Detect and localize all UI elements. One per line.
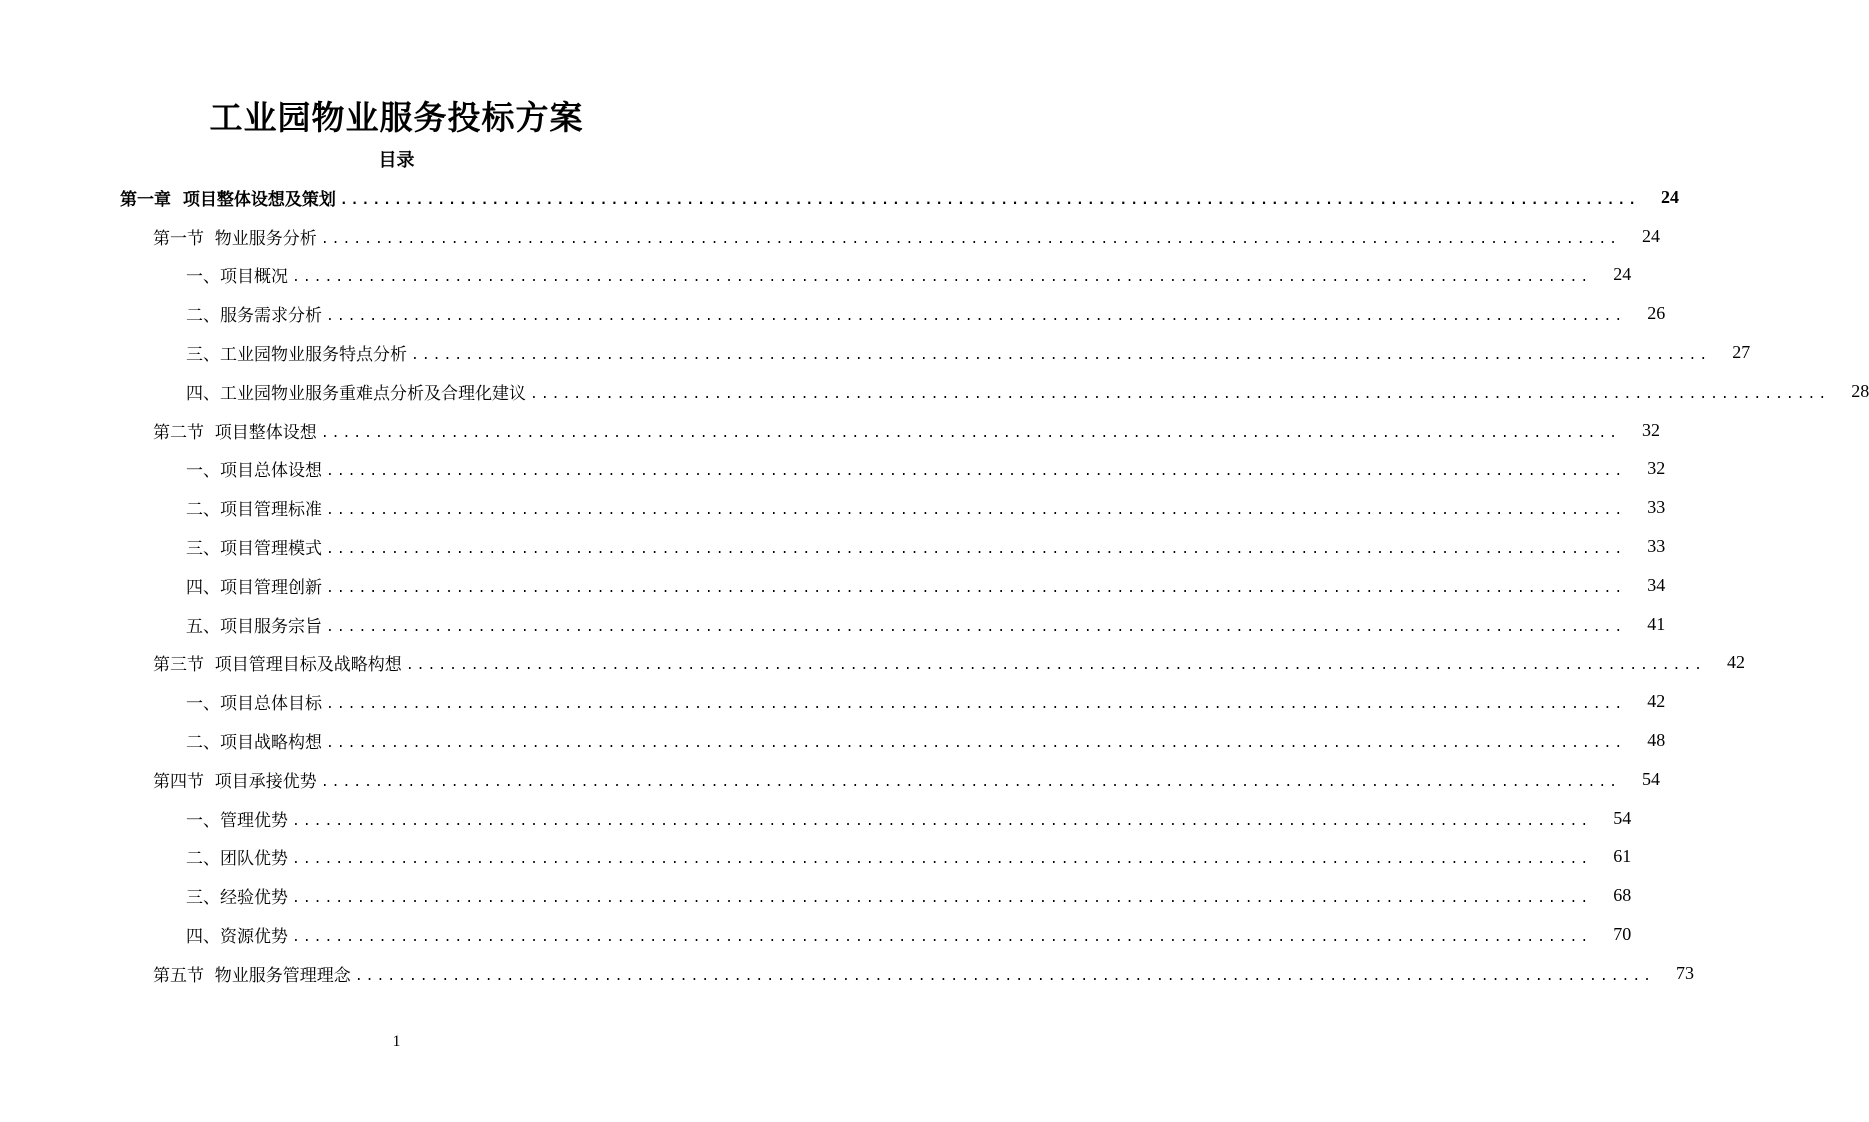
toc-entry[interactable] — [0, 333, 1751, 372]
toc-entry-label: 二、项目管理标准 — [186, 500, 322, 521]
toc-entry[interactable] — [0, 217, 1661, 256]
toc-entry[interactable] — [0, 488, 1666, 527]
toc-dot-leader: ........................................................................................................................ — [326, 619, 1626, 635]
toc-entry[interactable] — [0, 256, 1632, 295]
toc-dot-leader: ........................................................................................................................ — [326, 542, 1626, 558]
toc-entry[interactable] — [0, 838, 1632, 877]
toc-entry-page: 48 — [1647, 730, 1666, 751]
toc-entry-page: 32 — [1647, 458, 1666, 479]
toc-dot-leader: ........................................................................................................................ — [320, 425, 1621, 441]
toc-dot-leader: ........................................................................................................................ — [326, 736, 1626, 752]
toc-entry[interactable] — [0, 566, 1666, 605]
toc-entry-page: 33 — [1647, 497, 1666, 518]
toc-entry-page: 42 — [1647, 691, 1666, 712]
toc-dot-leader: ........................................................................................................................ — [339, 192, 1640, 208]
toc-entry-label: 四、工业园物业服务重难点分析及合理化建议 — [186, 383, 526, 404]
toc-entry-page: 33 — [1647, 536, 1666, 557]
toc-entry-page: 24 — [1613, 264, 1632, 285]
toc-entry-page: 41 — [1647, 613, 1666, 634]
toc-dot-leader: ........................................................................................................................ — [292, 930, 1592, 946]
toc-entry-label: 一、管理优势 — [186, 810, 288, 831]
toc-entry-label: 一、项目总体目标 — [186, 694, 322, 715]
toc-entry-label: 四、资源优势 — [186, 927, 288, 948]
toc-dot-leader: ........................................................................................................................ — [292, 813, 1592, 829]
toc-heading: 目录 — [378, 150, 415, 171]
toc-entry-label: 第五节 物业服务管理理念 — [153, 965, 351, 986]
toc-entry-label: 一、项目总体设想 — [186, 461, 322, 482]
document-title: 工业园物业服务投标方案 — [209, 98, 584, 137]
toc-entry[interactable] — [0, 178, 1680, 217]
toc-entry-page: 24 — [1642, 225, 1661, 246]
toc-entry-label: 第四节 项目承接优势 — [153, 771, 317, 792]
toc-dot-leader: ........................................................................................................................ — [326, 464, 1626, 480]
toc-entry-label: 五、项目服务宗旨 — [186, 616, 322, 637]
toc-entry-label: 三、工业园物业服务特点分析 — [186, 345, 407, 366]
toc-entry[interactable] — [0, 915, 1632, 954]
toc-entry-label: 第一节 物业服务分析 — [153, 228, 317, 249]
toc-entry[interactable] — [0, 954, 1695, 993]
toc-entry-page: 61 — [1613, 846, 1632, 867]
toc-dot-leader: ........................................................................................................................ — [292, 891, 1592, 907]
table-of-contents — [0, 178, 1869, 993]
toc-entry-page: 34 — [1647, 574, 1666, 595]
toc-entry[interactable] — [0, 644, 1746, 683]
toc-entry[interactable] — [0, 721, 1666, 760]
toc-entry-label: 一、项目概况 — [186, 267, 288, 288]
toc-dot-leader: ........................................................................................................................ — [292, 270, 1592, 286]
toc-entry-page: 26 — [1647, 303, 1666, 324]
toc-entry-label: 三、项目管理模式 — [186, 539, 322, 560]
toc-entry[interactable] — [0, 760, 1661, 799]
toc-entry-page: 28 — [1851, 380, 1869, 401]
toc-entry[interactable] — [0, 682, 1666, 721]
toc-dot-leader: ........................................................................................................................ — [326, 697, 1626, 713]
toc-entry[interactable] — [0, 372, 1869, 411]
toc-dot-leader: ........................................................................................................................ — [320, 774, 1621, 790]
toc-entry-label: 二、项目战略构想 — [186, 733, 322, 754]
toc-entry-page: 32 — [1642, 419, 1661, 440]
toc-dot-leader: ........................................................................................................................ — [354, 968, 1655, 984]
toc-entry[interactable] — [0, 876, 1632, 915]
page-number: 1 — [392, 1033, 401, 1050]
toc-entry-label: 三、经验优势 — [186, 888, 288, 909]
toc-dot-leader: ........................................................................................................................ — [292, 852, 1592, 868]
toc-dot-leader: ........................................................................................................................ — [320, 231, 1621, 247]
toc-entry[interactable] — [0, 411, 1661, 450]
toc-entry-page: 70 — [1613, 924, 1632, 945]
toc-dot-leader: ........................................................................................................................ — [326, 580, 1626, 596]
toc-entry-label: 第三节 项目管理目标及战略构想 — [153, 655, 402, 676]
toc-entry[interactable] — [0, 294, 1666, 333]
toc-entry-page: 24 — [1661, 186, 1680, 207]
toc-entry[interactable] — [0, 799, 1632, 838]
toc-entry-label: 二、服务需求分析 — [186, 306, 322, 327]
toc-entry-label: 二、团队优势 — [186, 849, 288, 870]
toc-entry[interactable] — [0, 450, 1666, 489]
toc-dot-leader: ........................................................................................................................ — [405, 658, 1706, 674]
toc-entry-label: 第二节 项目整体设想 — [153, 422, 317, 443]
toc-entry[interactable] — [0, 527, 1666, 566]
toc-entry-label: 第一章 项目整体设想及策划 — [120, 189, 336, 210]
toc-entry-page: 73 — [1676, 962, 1695, 983]
toc-entry-page: 54 — [1642, 768, 1661, 789]
toc-entry-label: 四、项目管理创新 — [186, 577, 322, 598]
toc-entry-page: 68 — [1613, 885, 1632, 906]
toc-entry[interactable] — [0, 605, 1666, 644]
toc-dot-leader: ........................................................................................................................ — [530, 386, 1830, 402]
toc-dot-leader: ........................................................................................................................ — [411, 348, 1711, 364]
toc-entry-page: 27 — [1732, 342, 1751, 363]
toc-dot-leader: ........................................................................................................................ — [326, 309, 1626, 325]
toc-entry-page: 54 — [1613, 807, 1632, 828]
toc-dot-leader: ........................................................................................................................ — [326, 503, 1626, 519]
toc-entry-page: 42 — [1727, 652, 1746, 673]
